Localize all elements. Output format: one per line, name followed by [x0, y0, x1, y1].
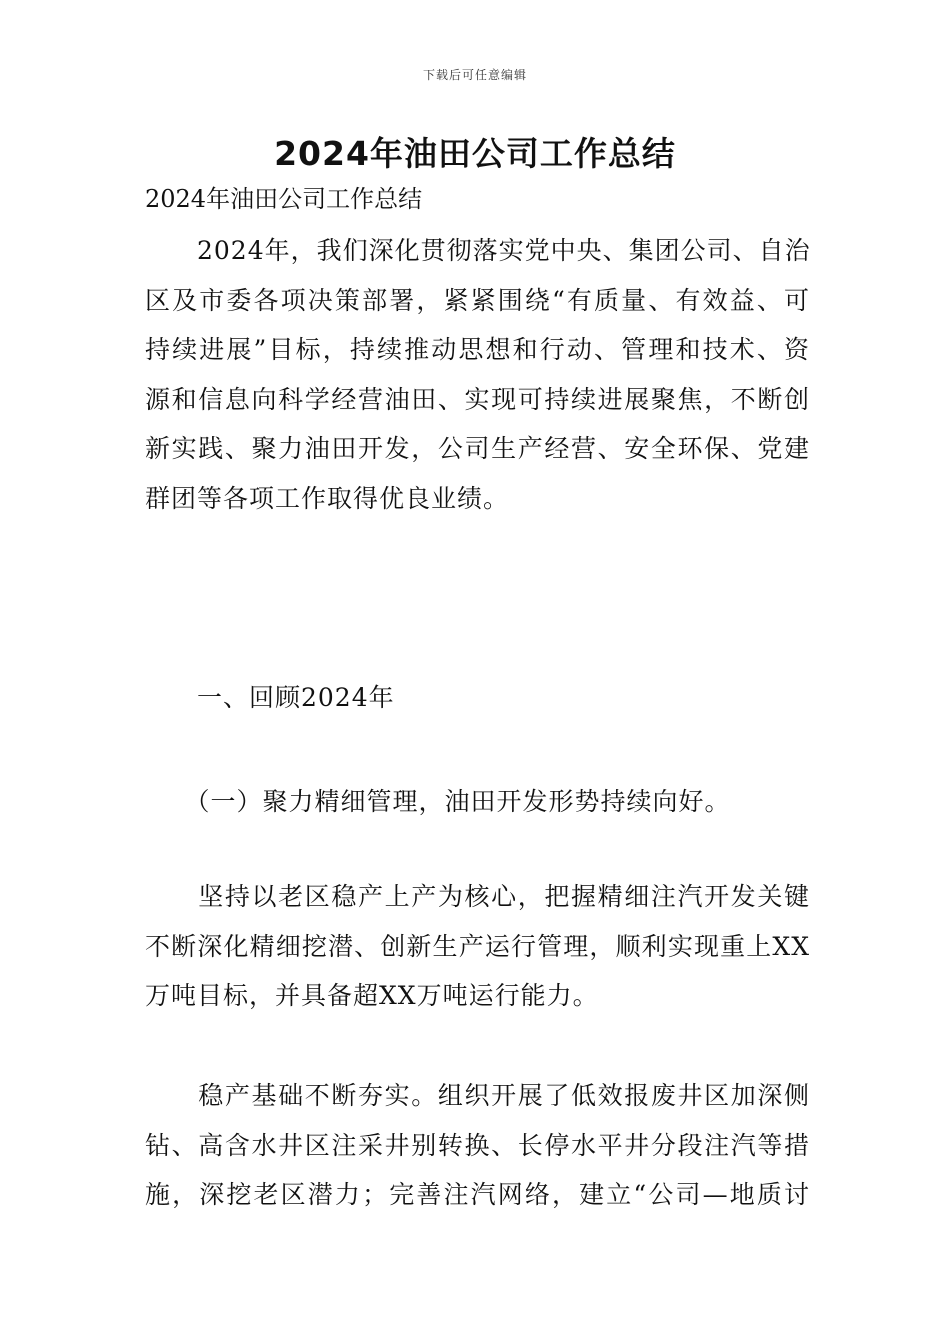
paragraph-line: 区及市委各项决策部署，紧紧围绕“有质量、有效益、可	[145, 285, 810, 315]
paragraph-line: 2024年，我们深化贯彻落实党中央、集团公司、自治	[145, 236, 811, 265]
paragraph-line: 施，深挖老区潜力；完善注汽网络，建立“公司—地质讨	[145, 1180, 810, 1209]
paragraph-line: 新实践、聚力油田开发，公司生产经营、安全环保、党建	[145, 434, 810, 463]
section-heading	[145, 673, 810, 723]
paragraph-line: 源和信息向科学经营油田、实现可持续进展聚焦，不断创	[145, 384, 810, 414]
document-title: 2024年油田公司工作总结	[274, 134, 676, 173]
paragraph-line: 钻、高含水井区注采井别转换、长停水平井分段注汽等措	[145, 1130, 810, 1160]
subsection-heading	[145, 777, 810, 827]
paragraph-line: 持续进展”目标，持续推动思想和行动、管理和技术、资	[145, 335, 810, 364]
paragraph-production	[145, 872, 810, 1021]
paragraph-foundation	[145, 1071, 810, 1220]
header-note: 下载后可任意编辑	[422, 68, 527, 82]
subsection-heading-text: （一）聚力精细管理，油田开发形势持续向好。	[145, 787, 731, 816]
paragraph-line: 万吨目标，并具备超XX万吨运行能力。	[145, 981, 599, 1010]
paragraph-line: 稳产基础不断夯实。组织开展了低效报废井区加深侧	[145, 1081, 810, 1110]
paragraph-intro	[145, 226, 810, 523]
section-heading-text: 一、回顾2024年	[145, 683, 395, 712]
paragraph-line: 群团等各项工作取得优良业绩。	[145, 483, 510, 513]
document-subtitle: 2024年油田公司工作总结	[145, 185, 423, 213]
paragraph-line: 不断深化精细挖潜、创新生产运行管理，顺利实现重上XX	[145, 931, 810, 961]
paragraph-line: 坚持以老区稳产上产为核心，把握精细注汽开发关键	[145, 882, 810, 911]
